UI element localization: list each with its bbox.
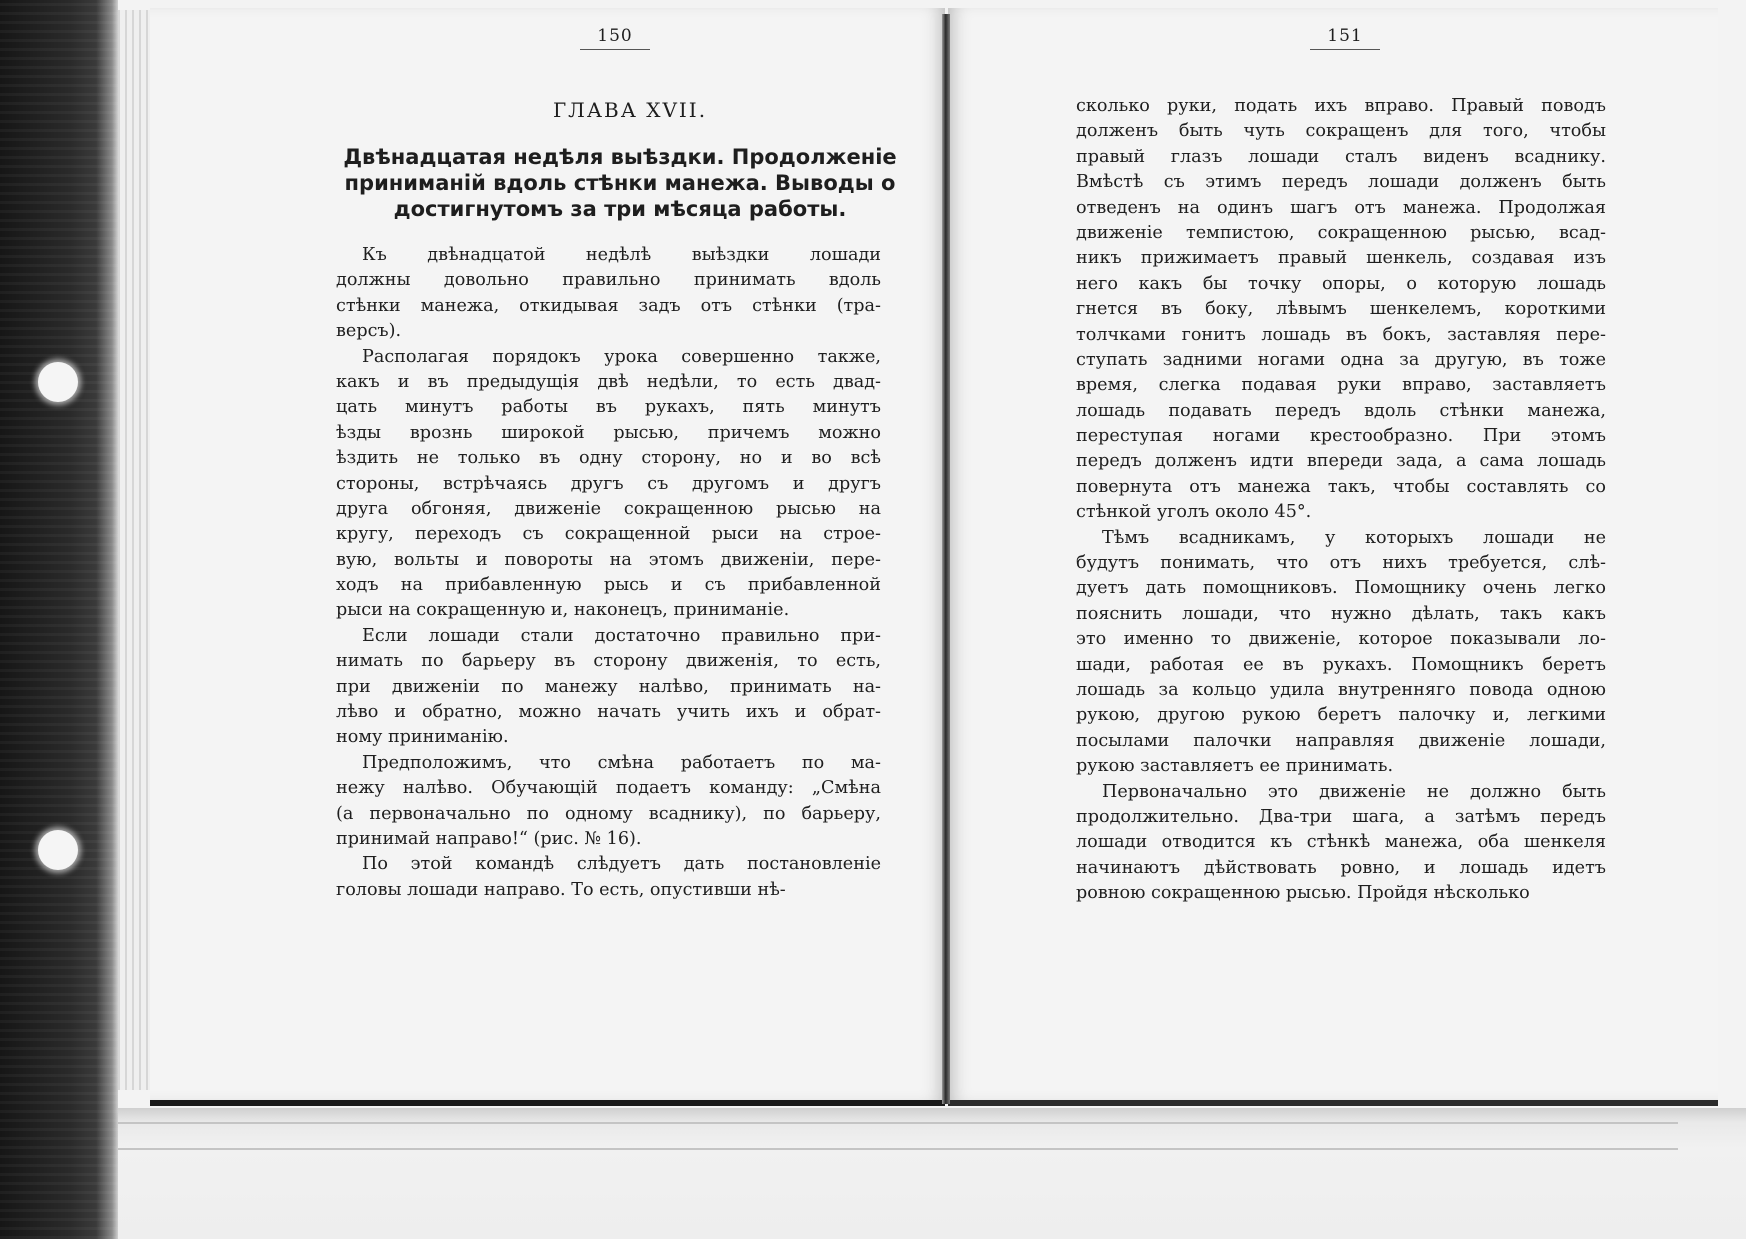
text-line: лошади отводится къ стѣнкѣ манежа, оба шенкеля	[1076, 832, 1606, 853]
text-line: долженъ быть чуть сокращенъ для того, чтобы	[1076, 121, 1606, 142]
book-gutter	[942, 14, 950, 1104]
text-line: повернута отъ манежа такъ, чтобы составлять со	[1076, 476, 1606, 497]
text-line: продолжительно. Два-три шага, а затѣмъ передъ	[1076, 806, 1606, 827]
text-line: сколько руки, подать ихъ вправо. Правый поводъ	[1076, 96, 1606, 116]
text-line: толчками гонитъ лошадь въ бокъ, заставляя пере-	[1076, 324, 1606, 345]
text-line: Тѣмъ всадникамъ, у которыхъ лошади не	[1102, 527, 1606, 548]
text-line: (а первоначально по одному всаднику), по барьеру,	[336, 803, 881, 824]
text-line: ступать задними ногами одна за другую, въ тоже	[1076, 349, 1606, 370]
text-line: ходъ на прибавленную рысь и съ прибавленной	[336, 575, 881, 596]
text-line: должны довольно правильно принимать вдоль	[336, 270, 881, 291]
text-line: при движеніи по манежу налѣво, принимать на-	[336, 676, 881, 697]
text-line: пояснить лошади, что нужно дѣлать, такъ какъ	[1076, 603, 1606, 624]
chapter-label: ГЛАВА XVII.	[552, 98, 708, 122]
text-line: никъ прижимаетъ правый шенкель, создавая изъ	[1076, 248, 1606, 269]
text-line: стѣнкой уголъ около 45°.	[1076, 502, 1312, 523]
text-line: будутъ понимать, что отъ нихъ требуется, слѣ-	[1076, 553, 1606, 574]
left-page-text	[336, 243, 881, 903]
text-line: рыси на сокращенную и, наконецъ, приниманіе.	[336, 600, 790, 621]
punch-hole-top	[38, 362, 78, 402]
text-line: Вмѣстѣ съ этимъ передъ лошади долженъ быть	[1076, 172, 1606, 193]
scanner-edge	[0, 0, 118, 1239]
chapter-heading: Двѣнадцатая недѣля выѣздки. Продолженіе приниманій вдоль стѣнки манежа. Выводы о достигнутомъ за три мѣсяца работы.	[343, 145, 897, 221]
text-line: передъ долженъ идти впереди зада, а сама лошадь	[1076, 451, 1606, 472]
text-line: Предположимъ, что смѣна работаетъ по ма-	[362, 752, 881, 773]
text-line: головы лошади направо. То есть, опустивши нѣ-	[336, 879, 786, 900]
text-line: ѣздить не только въ одну сторону, но и во всѣ	[336, 448, 881, 469]
punch-hole-bottom	[38, 830, 78, 870]
text-line: цать минутъ работы въ рукахъ, пять минутъ	[336, 397, 881, 418]
text-line: версъ).	[336, 321, 402, 342]
text-line: него какъ бы точку опоры, о которую лошадь	[1076, 273, 1606, 294]
text-line: лошадь подавать передъ вдоль стѣнки манежа,	[1076, 400, 1606, 421]
under-page-strip	[118, 1108, 1746, 1239]
text-line: нимать по барьеру въ сторону движенія, то есть,	[336, 651, 881, 672]
text-line: Располагая порядокъ урока совершенно также,	[362, 346, 881, 367]
text-line: лошадь за кольцо удила внутренняго повода одною	[1076, 679, 1606, 700]
text-line: движеніе темпистою, сокращенною рысью, всад-	[1076, 222, 1606, 243]
text-line: ному приниманію.	[336, 727, 509, 748]
left-page-number: 150	[580, 26, 650, 50]
text-line: Первоначально это движеніе не должно быть	[1102, 781, 1606, 802]
text-line: гнется въ боку, лѣвымъ шенкелемъ, короткими	[1076, 299, 1606, 320]
text-line: отведенъ на одинъ шагъ отъ манежа. Продолжая	[1076, 197, 1606, 218]
text-line: вую, вольты и повороты на этомъ движеніи, пере-	[336, 549, 881, 570]
text-line: посылами палочки направляя движеніе лошади,	[1076, 730, 1606, 751]
text-line: лѣво и обратно, можно начать учить ихъ и обрат-	[336, 702, 881, 723]
text-line: кругу, переходъ съ сокращенной рыси на строе-	[336, 524, 881, 545]
text-line: друга обгоняя, движеніе сокращенною рысью на	[336, 498, 881, 519]
under-page-line	[118, 1148, 1678, 1150]
text-line: Если лошади стали достаточно правильно при-	[362, 625, 881, 646]
text-line: рукою, другою рукою беретъ палочку и, легкими	[1076, 705, 1606, 726]
text-line: стѣнки манежа, откидывая задъ отъ стѣнки (тра-	[336, 295, 881, 316]
under-page-line	[118, 1122, 1678, 1124]
text-line: нежу налѣво. Обучающій подаетъ команду: „Смѣна	[336, 778, 881, 799]
text-line: принимай направо!“ (рис. № 16).	[336, 828, 642, 849]
text-line: рукою заставляетъ ее принимать.	[1076, 756, 1394, 777]
text-line: время, слегка подавая руки вправо, заставляетъ	[1076, 375, 1606, 396]
text-line: шади, работая ее въ рукахъ. Помощникъ беретъ	[1076, 654, 1606, 675]
text-line: начинаютъ дѣйствовать ровно, и лошадь идетъ	[1076, 857, 1606, 878]
right-page-text	[1076, 94, 1606, 907]
text-line: стороны, встрѣчаясь другъ съ другомъ и другъ	[336, 473, 881, 494]
text-line: какъ и въ предыдущія двѣ недѣли, то есть двад-	[336, 371, 881, 392]
text-line: это именно то движеніе, которое показывали ло-	[1076, 629, 1606, 650]
text-line: правый глазъ лошади сталъ виденъ всаднику.	[1076, 146, 1606, 167]
text-line: ѣзды врознь широкой рысью, причемъ можно	[336, 422, 881, 443]
text-line: ровною сокращенною рысью. Пройдя нѣсколько	[1076, 883, 1530, 904]
text-line: переступая ногами крестообразно. При этомъ	[1076, 426, 1606, 447]
text-line: дуетъ дать помощниковъ. Помощнику очень легко	[1076, 578, 1606, 599]
text-line: Къ двѣнадцатой недѣлѣ выѣздки лошади	[362, 245, 881, 265]
text-line: По этой командѣ слѣдуетъ дать постановленіе	[362, 854, 881, 875]
right-page-number: 151	[1310, 26, 1380, 50]
